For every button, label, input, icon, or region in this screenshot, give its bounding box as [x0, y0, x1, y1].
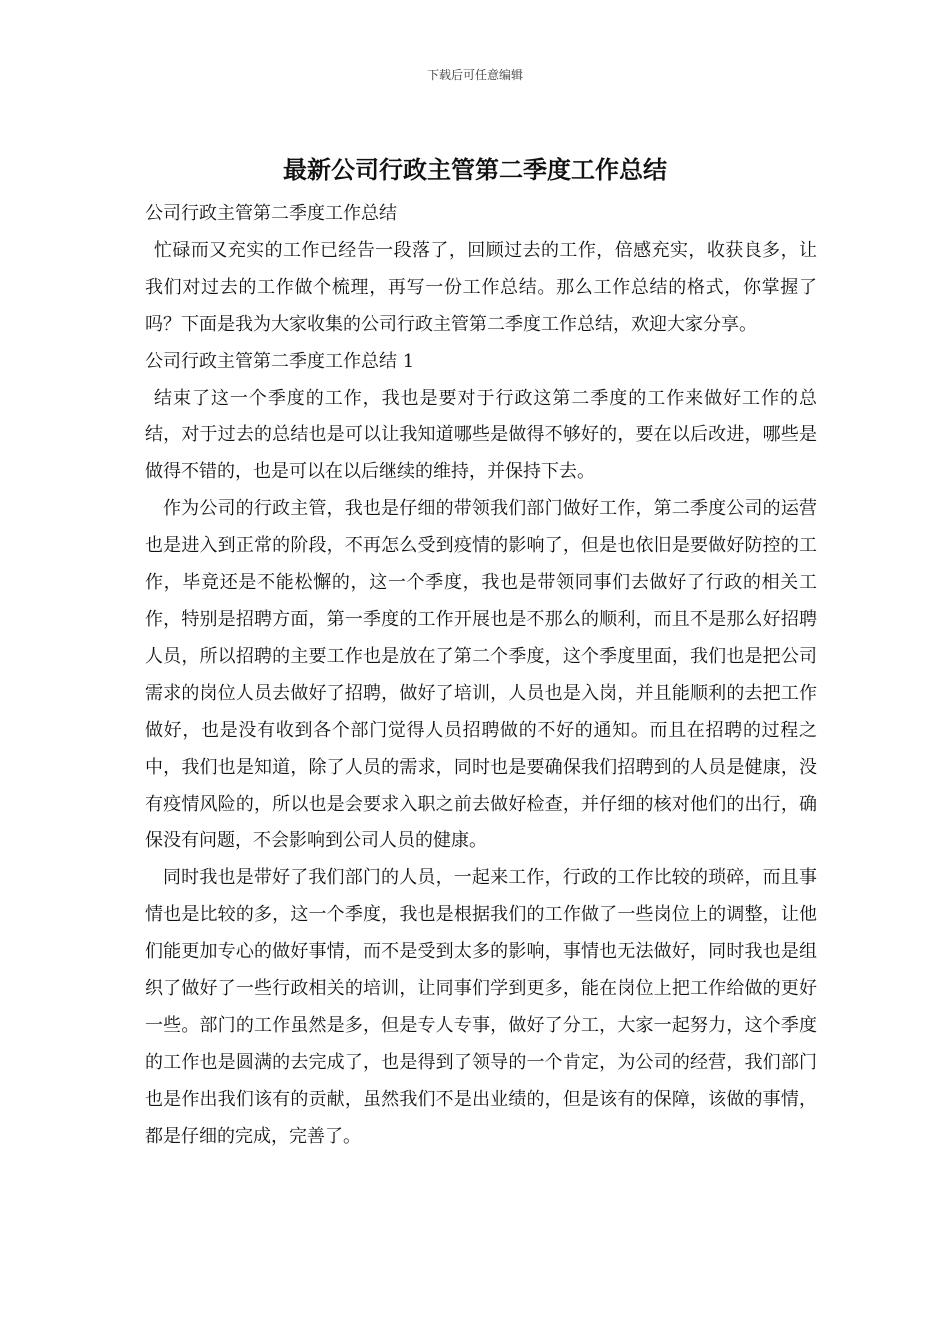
header-note: 下载后可任意编辑	[426, 68, 523, 82]
body-paragraph: 结束了这一个季度的工作，我也是要对于行政这第二季度的工作来做好工作的总结，对于过去的总结也是可以让我知道哪些是做得不够好的，要在以后改进，哪些是做得不错的，也是可以在以后继续的维持，并保持下去。	[145, 387, 817, 483]
section-heading: 公司行政主管第二季度工作总结 1	[145, 350, 415, 372]
section-heading: 公司行政主管第二季度工作总结	[145, 203, 397, 224]
body-paragraph: 作为公司的行政主管，我也是仔细的带领我们部门做好工作，第二季度公司的运营也是进入到正常的阶段，不再怎么受到疫情的影响了，但是也依旧是要做好防控的工作，毕竟还是不能松懈的，这一个季度，我也是带领同事们去做好了行政的相关工作，特别是招聘方面，第一季度的工作开展也是不那么的顺利，而且不是那么好招聘人员，所以招聘的主要工作也是放在了第二个季度，这个季度里面，我们也是把公司需求的岗位人员去做好了招聘，做好了培训，人员也是入岗，并且能顺利的去把工作做好，也是没有收到各个部门觉得人员招聘做的不好的通知。而且在招聘的过程之中，我们也是知道，除了人员的需求，同时也是要确保我们招聘到的人员是健康，没有疫情风险的，所以也是会要求入职之前去做好检查，并仔细的核对他们的出行，确保没有问题，不会影响到公司人员的健康。	[145, 498, 817, 852]
document-body	[145, 196, 817, 1156]
document-title: 最新公司行政主管第二季度工作总结	[283, 155, 667, 184]
body-paragraph: 同时我也是带好了我们部门的人员，一起来工作，行政的工作比较的琐碎，而且事情也是比较的多，这一个季度，我也是根据我们的工作做了一些岗位上的调整，让他们能更加专心的做好事情，而不是受到太多的影响，事情也无法做好，同时我也是组织了做好了一些行政相关的培训，让同事们学到更多，能在岗位上把工作给做的更好一些。部门的工作虽然是多，但是专人专事，做好了分工，大家一起努力，这个季度的工作也是圆满的去完成了，也是得到了领导的一个肯定，为公司的经营，我们部门也是作出我们该有的贡献，虽然我们不是出业绩的，但是该有的保障，该做的事情，都是仔细的完成，完善了。	[145, 867, 817, 1147]
intro-paragraph: 忙碌而又充实的工作已经告一段落了，回顾过去的工作，倍感充实，收获良多，让我们对过去的工作做个梳理，再写一份工作总结。那么工作总结的格式，你掌握了吗？下面是我为大家收集的公司行政主管第二季度工作总结，欢迎大家分享。	[145, 239, 817, 335]
